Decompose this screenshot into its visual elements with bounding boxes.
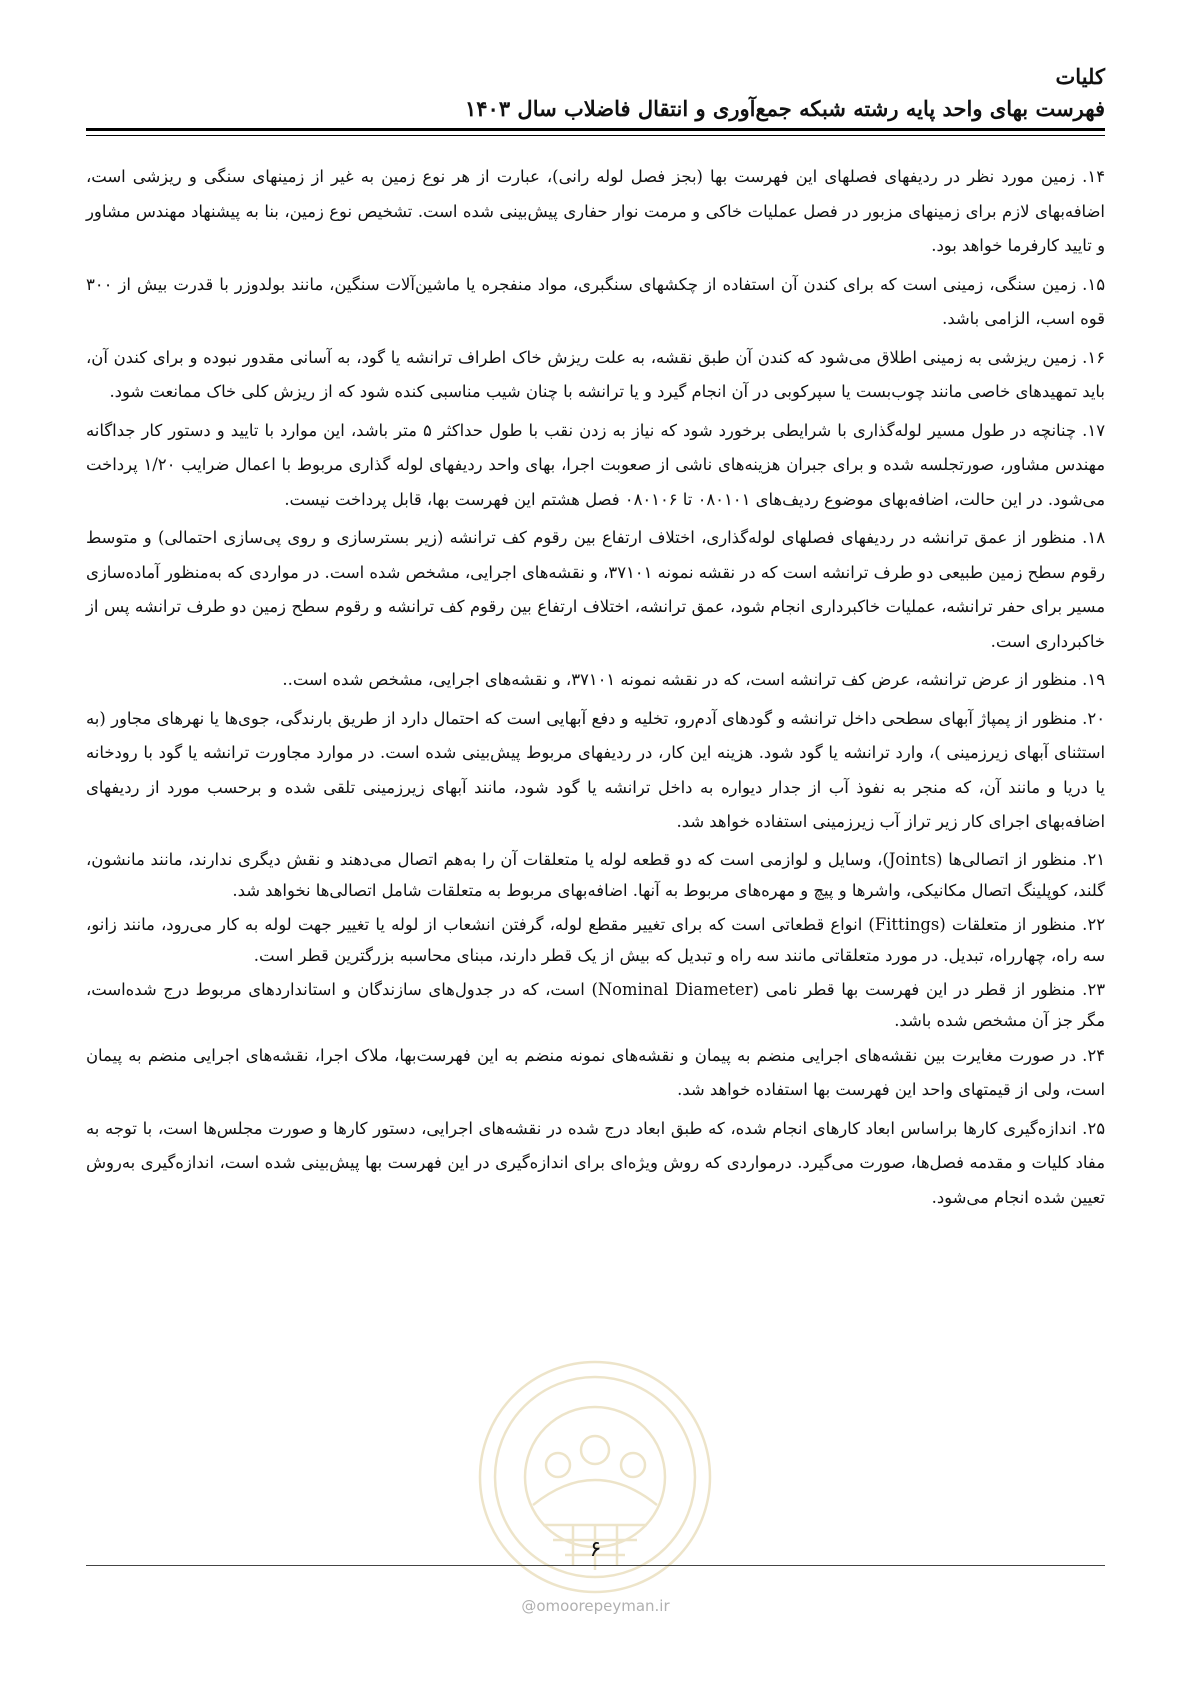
section-title: کلیات <box>1055 64 1105 89</box>
paragraph-23: ۲۳. منظور از قطر در این فهرست بها قطر نامی (Nominal Diameter) است، که در جدول‌های سازندگان و استانداردهای مربوط درج شده‌است، مگر جز آن مشخص شده باشد. <box>86 979 1105 1030</box>
header-rule-thick <box>86 128 1105 131</box>
paragraph-17: ۱۷. چنانچه در طول مسیر لوله‌گذاری با شرایطی برخورد شود که نیاز به زدن نقب با طول حداکثر ۵ متر باشد، این موارد با تایید و دستور کار جداگانه مهندس مشاور، صورتجلسه شده و برای جبران هزینه‌های ناشی از صعوبت اجرا، بهای واحد ردیفهای لوله گذاری مربوط با اعمال ضرایب ۱/۲۰ پرداخت می‌شود. در این حالت، اضافه‌بهای موضوع ردیف‌های ۰۸۰۱۰۱ تا ۰۸۰۱۰۶ فصل هشتم این فهرست بها، قابل پرداخت نیست. <box>86 420 1105 509</box>
document-body <box>86 160 1105 1219</box>
page-number: ۶ <box>589 1537 602 1562</box>
paragraph-24: ۲۴. در صورت مغایرت بین نقشه‌های اجرایی منضم به پیمان و نقشه‌های نمونه منضم به این فهرست‌بها، ملاک اجرا، نقشه‌های اجرایی منضم به پیمان است، ولی از قیمتهای واحد این فهرست بها استفاده خواهد شد. <box>86 1045 1105 1099</box>
paragraph-16: ۱۶. زمین ریزشی به زمینی اطلاق می‌شود که کندن آن طبق نقشه، به علت ریزش خاک اطراف ترانشه یا گود، به آسانی مقدور نبوده و برای کندن آن، باید تمهیدهای خاصی مانند چوب‌بست یا سپرکوبی در آن انجام گیرد و یا ترانشه با چنان شیب مناسبی کنده شود که از ریزش کلی خاک ممانعت شود. <box>86 347 1105 401</box>
document-title: فهرست بهای واحد پایه رشته شبکه جمع‌آوری و انتقال فاضلاب سال ۱۴۰۳ <box>465 96 1105 121</box>
paragraph-20: ۲۰. منظور از پمپاژ آبهای سطحی داخل ترانشه و گودهای آدم‌رو، تخلیه و دفع آبهایی است که احتمال دارد از طریق بارندگی، جوی‌ها یا نهرهای مجاور (به استثنای آبهای زیرزمینی )، وارد ترانشه یا گود شود. هزینه این کار، در ردیفهای مربوط پیش‌بینی شده است. در موارد مجاورت ترانشه یا گود با رودخانه یا دریا و مانند آن، که منجر به نفوذ آب از جدار دیواره به داخل ترانشه یا گود شود، مانند آبهای زیرزمینی تلقی شده و برحسب مورد از ردیفهای اضافه‌بهای اجرای کار زیر تراز آب زیرزمینی استفاده خواهد شد. <box>86 708 1105 831</box>
footer-rule <box>86 1565 1105 1566</box>
page-header <box>86 62 1105 126</box>
footer-watermark-url: @omoorepeyman.ir <box>521 1597 670 1615</box>
paragraph-22: ۲۲. منظور از متعلقات (Fittings) انواع قطعاتی است که برای تغییر مقطع لوله، گرفتن انشعاب از لوله یا تغییر جهت لوله به کار می‌رود، مانند زانو، سه راه، چهارراه، تبدیل. در مورد متعلقاتی مانند سه راه و تبدیل که بیش از یک قطر دارند، مبنای محاسبه بزرگترین قطر است. <box>86 914 1105 965</box>
paragraph-21: ۲۱. منظور از اتصالی‌ها (Joints)، وسایل و لوازمی است که دو قطعه لوله یا متعلقات آن را به‌هم اتصال می‌دهند و نقش دیگری ندارند، مانند مانشون، گلند، کوپلینگ اتصال مکانیکی، واشرها و پیچ و مهره‌های مربوط به آنها. اضافه‌بهای مربوط به متعلقات شامل اتصالی‌ها نخواهد شد. <box>86 849 1105 900</box>
paragraph-19: ۱۹. منظور از عرض ترانشه، عرض کف ترانشه است، که در نقشه نمونه ۳۷۱۰۱، و نقشه‌های اجرایی، مشخص شده است.. <box>282 670 1105 689</box>
seal-logo-icon <box>473 1355 718 1600</box>
paragraph-14: ۱۴. زمین مورد نظر در ردیفهای فصلهای این فهرست بها (بجز فصل لوله رانی)، عبارت از هر نوع زمین به غیر از زمینهای سنگی و ریزشی است، اضافه‌بهای لازم برای زمینهای مزبور در فصل عملیات خاکی و مرمت نوار حفاری پیش‌بینی شده است. تشخیص نوع زمین، بنا به پیشنهاد مهندس مشاور و تایید کارفرما خواهد بود. <box>86 167 1105 255</box>
paragraph-25: ۲۵. اندازه‌گیری کارها براساس ابعاد کارهای انجام شده، که طبق ابعاد درج شده در نقشه‌های اجرایی، دستور کارها و صورت مجلس‌ها است، با توجه به مفاد کلیات و مقدمه فصل‌ها، صورت می‌گیرد. درمواردی که روش ویژه‌ای برای اندازه‌گیری در این فهرست بها پیش‌بینی شده است، اندازه‌گیری به‌روش تعیین شده انجام می‌شود. <box>86 1118 1105 1207</box>
header-rule-thin <box>86 135 1105 136</box>
paragraph-18: ۱۸. منظور از عمق ترانشه در ردیفهای فصلهای لوله‌گذاری، اختلاف ارتفاع بین رقوم کف ترانشه (زیر بسترسازی و روی پی‌سازی احتمالی) و متوسط رقوم سطح زمین طبیعی دو طرف ترانشه است که در نقشه نمونه ۳۷۱۰۱، و نقشه‌های اجرایی، مشخص شده است. در مواردی که به‌منظور آماده‌سازی مسیر برای حفر ترانشه، عملیات خاکبرداری انجام شود، عمق ترانشه، اختلاف ارتفاع بین رقوم کف ترانشه و رقوم سطح زمین دو طرف ترانشه پس از خاکبرداری است. <box>86 528 1105 651</box>
paragraph-15: ۱۵. زمین سنگی، زمینی است که برای کندن آن استفاده از چکشهای سنگبری، مواد منفجره یا ماشین‌آلات سنگین، مانند بولدوزر با قدرت بیش از ۳۰۰ قوه اسب، الزامی باشد. <box>86 274 1105 328</box>
